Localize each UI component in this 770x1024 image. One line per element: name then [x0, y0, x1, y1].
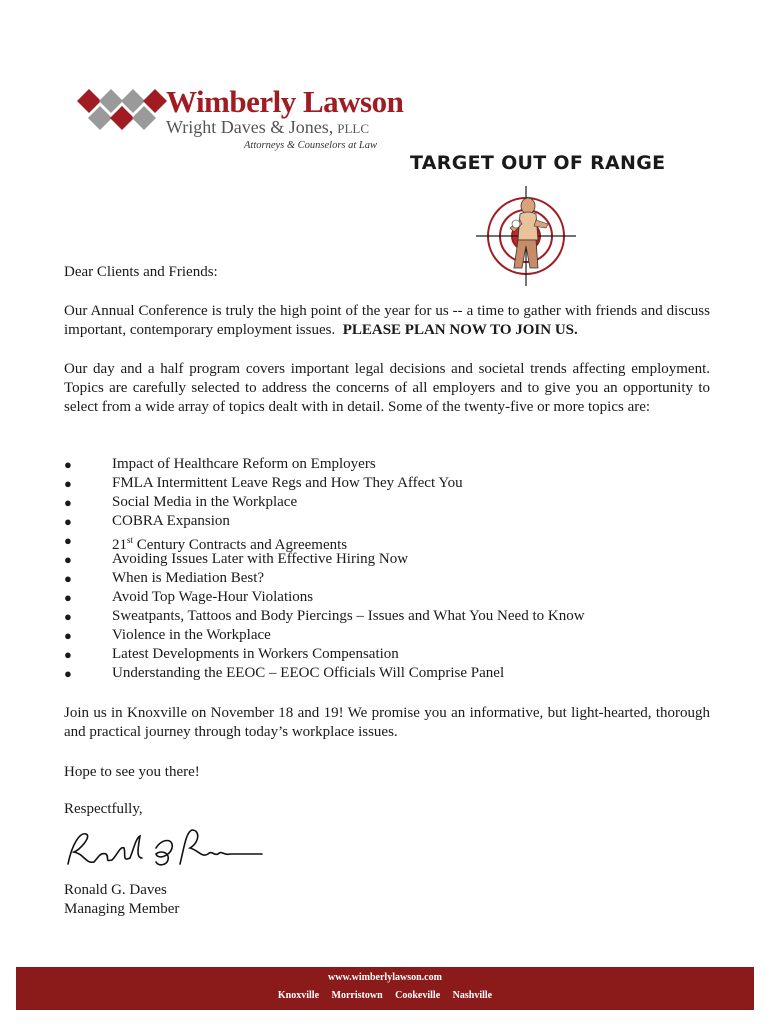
topic-text: Latest Developments in Workers Compensation	[112, 646, 399, 662]
topic-item	[64, 588, 710, 607]
footer-cities	[16, 990, 754, 1001]
bullet-icon: ●	[64, 647, 72, 662]
bullet-icon: ●	[64, 571, 72, 586]
footer-bar	[16, 967, 754, 1010]
bullet-icon: ●	[64, 552, 72, 567]
letter-hope: Hope to see you there!	[64, 764, 200, 780]
topic-item	[64, 664, 710, 683]
topic-text: Violence in the Workplace	[112, 627, 271, 643]
firm-suffix: PLLC	[337, 121, 370, 136]
topic-text: Understanding the EEOC – EEOC Officials Will Comprise Panel	[112, 665, 505, 681]
bullet-icon: ●	[64, 590, 72, 605]
firm-logo	[74, 84, 404, 164]
letter-greeting: Dear Clients and Friends:	[64, 264, 218, 280]
letter-sign-off: Respectfully,	[64, 801, 143, 817]
topic-item	[64, 474, 710, 493]
topic-item	[64, 531, 710, 553]
headline: TARGET OUT OF RANGE	[410, 152, 666, 174]
topics-list	[64, 455, 710, 683]
bullet-icon: ●	[64, 628, 72, 643]
firm-tagline: Attorneys & Counselors at Law	[244, 140, 378, 151]
letter-intro	[64, 302, 710, 340]
bullet-icon: ●	[64, 476, 72, 491]
topic-text: Sweatpants, Tattoos and Body Piercings – Issues and What You Need to Know	[112, 608, 585, 624]
topic-item	[64, 455, 710, 474]
bullet-icon: ●	[64, 666, 72, 681]
topic-text: Avoiding Issues Later with Effective Hiring Now	[112, 551, 409, 567]
letter-closing-paragraph: Join us in Knoxville on November 18 and 19! We promise you an informative, but light-hearted, thorough and practical journey through today’s workplace issues.	[64, 705, 710, 740]
topic-item	[64, 645, 710, 664]
topic-item	[64, 512, 710, 531]
signer-title: Managing Member	[64, 901, 180, 917]
topic-text: Avoid Top Wage-Hour Violations	[112, 589, 314, 605]
bullet-icon: ●	[64, 495, 72, 510]
intro-text: Our Annual Conference is truly the high point of the year for us -- a time to gather with friends and discuss important, contemporary employment issues.	[64, 303, 710, 338]
topic-text: Impact of Healthcare Reform on Employers	[112, 456, 376, 472]
topic-item	[64, 550, 710, 569]
topic-text: FMLA Intermittent Leave Regs and How They Affect You	[112, 475, 463, 491]
topic-item	[64, 569, 710, 588]
topic-text: COBRA Expansion	[112, 513, 230, 529]
footer-city: Morristown	[331, 990, 383, 1001]
bullet-icon: ●	[64, 514, 72, 529]
logo-diamonds-icon	[74, 84, 168, 138]
firm-partners-text: Wright Daves & Jones,	[166, 117, 334, 137]
letter-program: Our day and a half program covers important legal decisions and societal trends affecting employment. Topics are carefully selected to address the concerns of all employers and to give you an opportunity to select from a wide array of topics dealt with in detail. Some of the twenty-five or more topics are:	[64, 361, 710, 415]
signer-name: Ronald G. Daves	[64, 882, 167, 898]
footer-city: Knoxville	[277, 990, 320, 1001]
topic-text: Social Media in the Workplace	[112, 494, 298, 510]
topic-item	[64, 607, 710, 626]
handwritten-signature	[62, 824, 268, 872]
bullet-icon: ●	[64, 609, 72, 624]
firm-partners	[166, 117, 369, 138]
footer-city: Nashville	[452, 990, 493, 1001]
topic-item	[64, 493, 710, 512]
firm-name: Wimberly Lawson	[166, 84, 404, 119]
topic-text: When is Mediation Best?	[112, 570, 265, 586]
topic-item	[64, 626, 710, 645]
footer-website: www.wimberlylawson.com	[328, 972, 442, 983]
bullet-icon: ●	[64, 533, 72, 548]
intro-emphasis: PLEASE PLAN NOW TO JOIN US.	[342, 322, 578, 338]
topic-text: 21st Century Contracts and Agreements	[112, 535, 348, 553]
bullet-icon: ●	[64, 457, 72, 472]
footer-city: Cookeville	[395, 990, 441, 1001]
